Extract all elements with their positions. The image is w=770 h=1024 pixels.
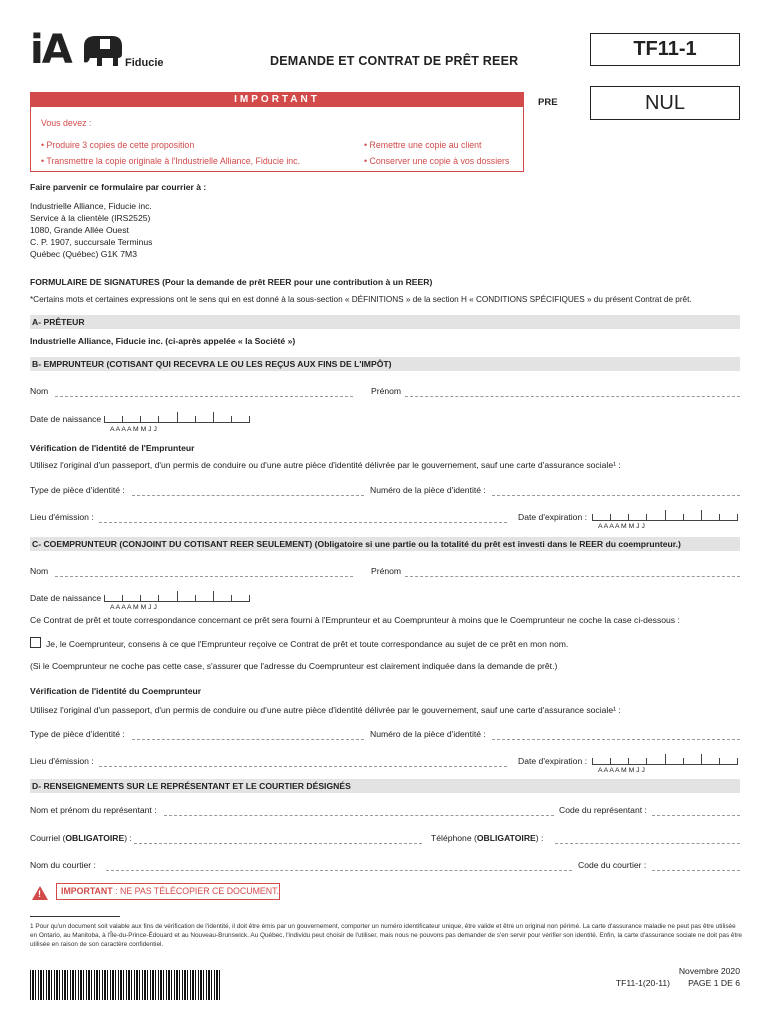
- coborrower-prenom-label: Prénom: [371, 566, 402, 576]
- mailing-line: C. P. 1907, succursale Terminus: [30, 237, 153, 247]
- borrower-issue-place-field[interactable]: [99, 522, 507, 523]
- borrower-expiry-field[interactable]: [592, 511, 738, 521]
- borrower-verif-heading: Vérification de l'identité de l'Emprunteur: [30, 443, 195, 453]
- date-format-letters: A A A A M M J J: [110, 604, 157, 611]
- important-item: • Transmettre la copie originale à l'Industrielle Alliance, Fiducie inc.: [41, 156, 301, 166]
- borrower-prenom-field[interactable]: [405, 396, 740, 397]
- borrower-issue-place-label: Lieu d'émission :: [30, 512, 94, 522]
- section-a-text: Industrielle Alliance, Fiducie inc. (ci-après appelée « la Société »): [30, 336, 296, 346]
- borrower-verif-text: Utilisez l'original d'un passeport, d'un permis de conduire ou d'une autre pièce d'identité délivrée par le gouvernement, sauf une carte d'assurance sociale¹ :: [30, 460, 621, 470]
- broker-name-label: Nom du courtier :: [30, 860, 96, 870]
- no-fax-warning: IMPORTANT : NE PAS TÉLÉCOPIER CE DOCUMENT.: [56, 883, 280, 900]
- phone-field[interactable]: [555, 843, 740, 844]
- form-title: FORMULAIRE DE SIGNATURES (Pour la demande de prêt REER pour une contribution à un REER): [30, 277, 433, 287]
- borrower-id-number-label: Numéro de la pièce d'identité :: [370, 485, 486, 495]
- rep-code-field[interactable]: [652, 815, 740, 816]
- logo-subtitle: Fiducie: [125, 57, 164, 69]
- borrower-nom-label: Nom: [30, 386, 49, 396]
- email-label: Courriel (OBLIGATOIRE) :: [30, 833, 132, 843]
- coborrower-nom-field[interactable]: [55, 576, 353, 577]
- borrower-id-number-field[interactable]: [492, 495, 740, 496]
- rep-name-label: Nom et prénom du représentant :: [30, 805, 157, 815]
- borrower-nom-field[interactable]: [55, 396, 353, 397]
- coborrower-prenom-field[interactable]: [405, 576, 740, 577]
- footer-page: PAGE 1 DE 6: [688, 978, 740, 988]
- coborrower-id-number-label: Numéro de la pièce d'identité :: [370, 729, 486, 739]
- rep-code-label: Code du représentant :: [559, 805, 647, 815]
- mailing-heading: Faire parvenir ce formulaire par courrier à :: [30, 182, 207, 192]
- coborrower-nom-label: Nom: [30, 566, 49, 576]
- important-item: • Produire 3 copies de cette proposition: [41, 140, 195, 150]
- email-field[interactable]: [134, 843, 422, 844]
- important-item: • Remettre une copie au client: [364, 140, 482, 150]
- footnote-rule: [30, 916, 120, 917]
- section-d-heading: D- RENSEIGNEMENTS SUR LE REPRÉSENTANT ET LE COURTIER DÉSIGNÉS: [30, 779, 740, 793]
- footer-date: Novembre 2020: [678, 966, 740, 976]
- important-intro: Vous devez :: [41, 118, 92, 128]
- ia-logo: iA: [30, 27, 71, 73]
- coborrower-issue-place-label: Lieu d'émission :: [30, 756, 94, 766]
- coborrower-issue-place-field[interactable]: [99, 766, 507, 767]
- coborrower-verif-text: Utilisez l'original d'un passeport, d'un permis de conduire ou d'une autre pièce d'identité délivrée par le gouvernement, sauf une carte d'assurance sociale¹ :: [30, 705, 621, 715]
- important-heading: IMPORTANT: [31, 93, 523, 107]
- warning-icon: [32, 886, 48, 900]
- coborrower-dob-field[interactable]: [104, 592, 250, 602]
- date-format-letters: A A A A M M J J: [598, 523, 645, 530]
- borrower-prenom-label: Prénom: [371, 386, 402, 396]
- important-box: [30, 92, 524, 172]
- mailing-line: Service à la clientèle (IRS2525): [30, 213, 151, 223]
- borrower-expiry-label: Date d'expiration :: [518, 512, 587, 522]
- important-item: • Conserver une copie à vos dossiers: [364, 156, 510, 166]
- borrower-dob-label: Date de naissance: [30, 414, 102, 424]
- coborrower-consent-label: Je, le Coemprunteur, consens à ce que l'Emprunteur reçoive ce Contrat de prêt et toute correspondance au sujet de ce prêt en mon nom.: [46, 639, 569, 649]
- rep-name-field[interactable]: [164, 815, 554, 816]
- borrower-id-type-field[interactable]: [132, 495, 364, 496]
- coborrower-id-number-field[interactable]: [492, 739, 740, 740]
- broker-code-label: Code du courtier :: [578, 860, 647, 870]
- section-c-heading: C- COEMPRUNTEUR (CONJOINT DU COTISANT REER SEULEMENT) (Obligatoire si une partie ou la totalité du prêt est investi dans le REER du coemprunteur.): [30, 537, 740, 551]
- borrower-dob-field[interactable]: [104, 413, 250, 423]
- document-title: DEMANDE ET CONTRAT DE PRÊT REER: [270, 54, 519, 68]
- mailing-line: Québec (Québec) G1K 7M3: [30, 249, 137, 259]
- coborrower-contract-text: Ce Contrat de prêt et toute correspondance concernant ce prêt sera fourni à l'Emprunteur et au Coemprunteur à moins que le Coemprunteur ne coche la case ci-dessous :: [30, 615, 680, 625]
- coborrower-consent-checkbox[interactable]: [30, 637, 41, 648]
- barcode: [30, 970, 220, 1000]
- coborrower-consent-note: (Si le Coemprunteur ne coche pas cette case, s'assurer que l'adresse du Coemprunteur est clairement indiquée dans la demande de prêt.): [30, 661, 558, 671]
- coborrower-expiry-field[interactable]: [592, 755, 738, 765]
- pre-label: PRE: [538, 97, 558, 108]
- elephant-logo-icon: [80, 32, 124, 70]
- phone-label: Téléphone (OBLIGATOIRE) :: [431, 833, 544, 843]
- mailing-line: Industrielle Alliance, Fiducie inc.: [30, 201, 152, 211]
- footer-form-code: TF11-1(20-11): [615, 978, 670, 988]
- form-code-box: TF11-1: [590, 33, 740, 66]
- date-format-letters: A A A A M M J J: [598, 767, 645, 774]
- pre-value-box: NUL: [590, 86, 740, 120]
- coborrower-id-type-field[interactable]: [132, 739, 364, 740]
- section-a-heading: A- PRÊTEUR: [30, 315, 740, 329]
- coborrower-dob-label: Date de naissance: [30, 593, 102, 603]
- borrower-id-type-label: Type de pièce d'identité :: [30, 485, 125, 495]
- date-format-letters: A A A A M M J J: [110, 426, 157, 433]
- mailing-line: 1080, Grande Allée Ouest: [30, 225, 129, 235]
- broker-name-field[interactable]: [106, 870, 572, 871]
- coborrower-verif-heading: Vérification de l'identité du Coemprunteur: [30, 686, 202, 696]
- definitions-note: *Certains mots et certaines expressions ont le sens qui en est donné à la sous-section « DÉFINITIONS » de la section H « CONDITIONS SPÉCIFIQUES » du présent Contrat de prêt.: [30, 295, 692, 304]
- coborrower-id-type-label: Type de pièce d'identité :: [30, 729, 125, 739]
- footnote: 1 Pour qu'un document soit valable aux fins de vérification de l'identité, il doit être émis par un gouvernement, comporter un numéro identificateur unique, être valide et être un original non périmé. La carte d'assurance maladie ne peut pas être utilisée en Ontario, au Manitoba, à l'Île-du-Prince-Édouard et au Nouveau-Brunswick. Au Québec, l'individu peut choisir de l'utiliser, mais nous ne pouvons pas demander de s'en servir pour vérifier son identité. Enfin, la carte d'assurance sociale ne doit pas être utilisée en raison de son caractère confidentiel.: [30, 923, 742, 948]
- broker-code-field[interactable]: [652, 870, 740, 871]
- section-b-heading: B- EMPRUNTEUR (COTISANT QUI RECEVRA LE OU LES REÇUS AUX FINS DE L'IMPÔT): [30, 357, 740, 371]
- coborrower-expiry-label: Date d'expiration :: [518, 756, 587, 766]
